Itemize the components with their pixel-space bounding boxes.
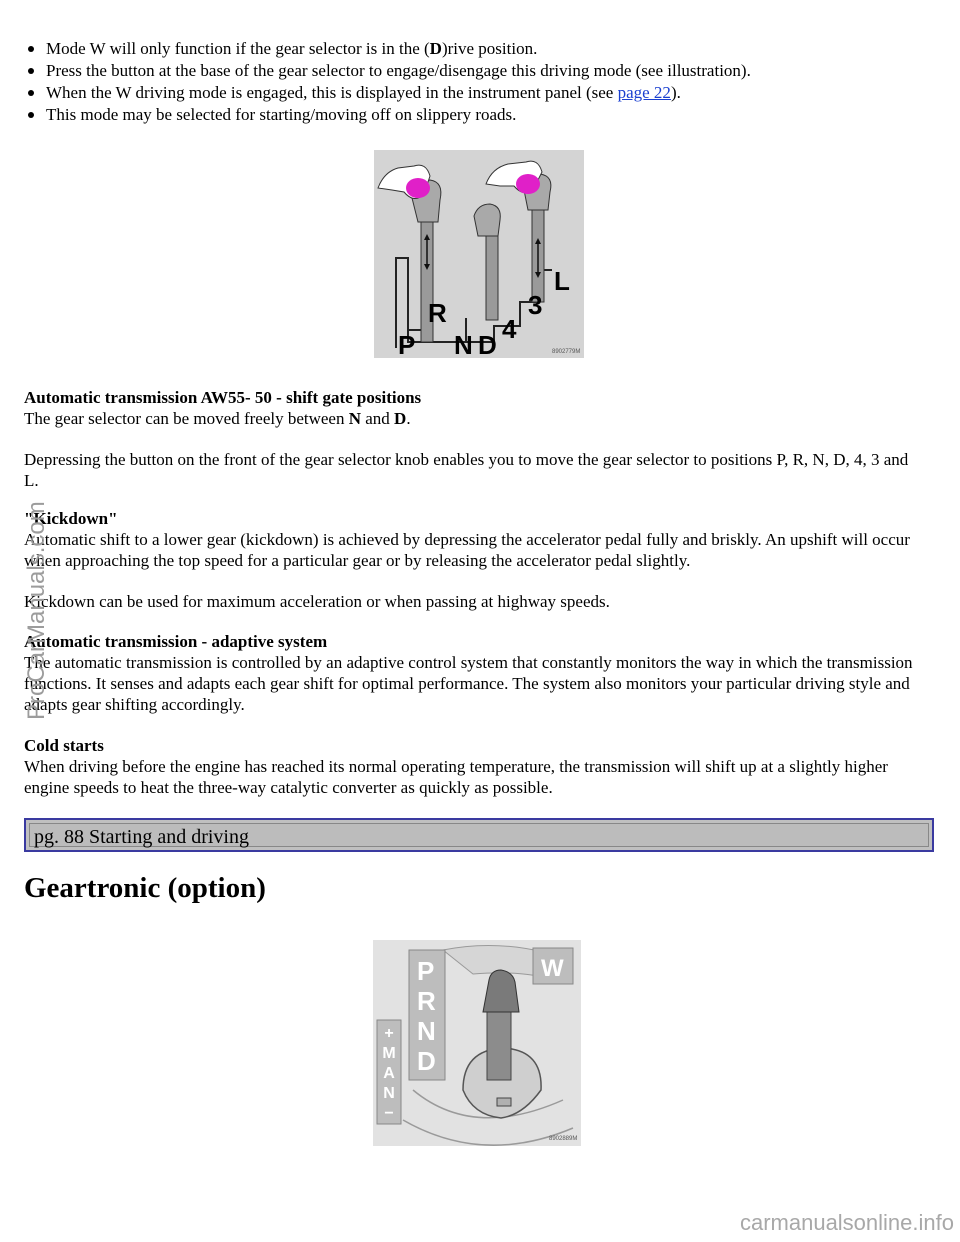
bullet-dot bbox=[28, 68, 34, 74]
gate-label-p: P bbox=[398, 330, 416, 358]
aw55-text: and bbox=[361, 409, 395, 428]
prnd-label-d: D bbox=[417, 1046, 436, 1076]
cold-starts-paragraph: When driving before the engine has reached its normal operating temperature, the transmission will shift up at a slightly higher engine speeds to heat the three-way catalytic converter as quickly as possible. bbox=[24, 757, 888, 797]
shift-gate-illustration bbox=[374, 150, 584, 358]
gate-label-n: N bbox=[454, 330, 473, 358]
w-label: W bbox=[541, 955, 564, 982]
prnd-label-p: P bbox=[417, 956, 435, 986]
man-label-m: M bbox=[382, 1045, 396, 1062]
bullet-bold: D bbox=[429, 39, 442, 58]
gate-label-3: 3 bbox=[528, 290, 543, 320]
adaptive-heading: Automatic transmission - adaptive system bbox=[24, 632, 328, 651]
aw55-heading: Automatic transmission AW55- 50 - shift gate positions bbox=[24, 388, 422, 407]
aw55-paragraph: Depressing the button on the front of the gear selector knob enables you to move the gear selector to positions P, R, N, D, 4, 3 and L. bbox=[24, 450, 909, 490]
aw55-para2 bbox=[24, 449, 924, 491]
cold-starts-heading: Cold starts bbox=[24, 736, 104, 755]
aw55-text: . bbox=[406, 409, 411, 428]
man-label-plus: + bbox=[384, 1025, 394, 1042]
gate-label-d: D bbox=[478, 330, 497, 358]
man-label-minus: − bbox=[384, 1105, 394, 1122]
bottom-watermark: carmanualsonline.info bbox=[739, 1210, 954, 1235]
gate-label-r: R bbox=[428, 298, 447, 328]
geartronic-illustration bbox=[373, 940, 581, 1146]
figure-code: 8902779M bbox=[552, 349, 581, 355]
adaptive-paragraph: The automatic transmission is controlled by an adaptive control system that constantly monitors the way in which the transmission functions. It senses and adapts each gear shift for optimal performance. The system also monitors your particular driving style and adapts gear shifting accordingly. bbox=[24, 653, 913, 714]
bullet-text: Press the button at the base of the gear selector to engage/disengage this driving mode (see illustration). bbox=[46, 61, 751, 80]
adaptive-section bbox=[24, 631, 924, 715]
man-label-n: N bbox=[383, 1085, 395, 1102]
bullet-item bbox=[46, 38, 940, 59]
geartronic-svg bbox=[373, 940, 581, 1146]
bullet-item bbox=[46, 60, 940, 81]
kickdown-para2 bbox=[24, 591, 924, 612]
bullet-dot bbox=[28, 46, 34, 52]
aw55-section bbox=[24, 387, 924, 429]
kickdown-paragraph: Kickdown can be used for maximum acceleration or when passing at highway speeds. bbox=[24, 592, 610, 611]
bullet-list bbox=[0, 38, 940, 126]
bullet-text: This mode may be selected for starting/moving off on slippery roads. bbox=[46, 105, 517, 124]
gate-label-4: 4 bbox=[502, 314, 517, 344]
kickdown-paragraph: Automatic shift to a lower gear (kickdown) is achieved by depressing the accelerator pedal fully and briskly. An upshift will occur when approaching the top speed for a particular gear or by releasing the accelerator pedal slightly. bbox=[24, 530, 910, 570]
bullet-item bbox=[46, 82, 940, 103]
kickdown-heading: "Kickdown" bbox=[24, 509, 118, 528]
shift-gate-svg bbox=[374, 150, 584, 358]
aw55-bold-d: D bbox=[394, 409, 407, 428]
geartronic-heading: Geartronic (option) bbox=[24, 872, 266, 904]
bullet-text: ). bbox=[670, 83, 681, 102]
bullet-dot bbox=[28, 112, 34, 118]
button-highlight-right bbox=[516, 174, 540, 194]
prnd-label-r: R bbox=[417, 986, 436, 1016]
aw55-bold-n: N bbox=[348, 409, 361, 428]
prnd-label-n: N bbox=[417, 1016, 436, 1046]
bullet-text: Mode W will only function if the gear selector is in the ( bbox=[46, 39, 430, 58]
bullet-dot bbox=[28, 90, 34, 96]
bullet-item bbox=[46, 104, 940, 125]
bullet-text: When the W driving mode is engaged, this is displayed in the instrument panel (see bbox=[46, 83, 618, 102]
page-header-bar bbox=[24, 818, 934, 852]
button-highlight-left bbox=[406, 178, 430, 198]
page-22-link[interactable]: page 22 bbox=[617, 83, 671, 102]
aw55-line1 bbox=[24, 408, 924, 429]
bullet-text: )rive position. bbox=[441, 39, 538, 58]
aw55-text: The gear selector can be moved freely between bbox=[24, 409, 349, 428]
figure-code: 8902889M bbox=[549, 1136, 578, 1142]
man-label-a: A bbox=[383, 1065, 395, 1082]
page-header-text: pg. 88 Starting and driving bbox=[29, 823, 929, 847]
side-watermark: ProCarManuals.com bbox=[23, 501, 50, 720]
kickdown-section bbox=[24, 508, 924, 571]
cold-starts-section bbox=[24, 735, 924, 798]
gate-label-l: L bbox=[554, 266, 570, 296]
